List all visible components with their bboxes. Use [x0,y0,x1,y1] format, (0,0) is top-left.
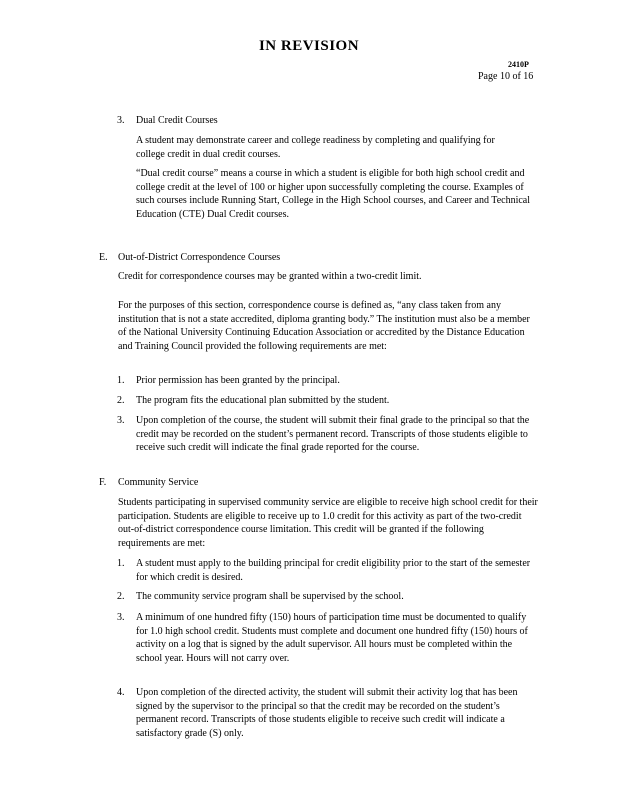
page-title: IN REVISION [258,38,360,54]
paragraph: “Dual credit course” means a course in which a student is eligible for both high school credit and college credit at the level of 100 or higher upon successfully completing the course. Examples of such courses include Running Start, College in the High School courses, and Career and Technical Education (CTE) Dual Credit courses. [136,168,531,220]
list-item-number: 4. [117,687,125,698]
list-item-number: 3. [117,415,125,426]
paragraph: For the purposes of this section, correspondence course is defined as, “any class taken from any institution that is not a state accredited, diploma granting body.” The institution must also be a member of the National University Continuing Education Association or accredited by the Distance Education and Training Council provided the following requirements are met: [118,300,530,352]
paragraph: Students participating in supervised community service are eligible to receive high school credit for their participation. Students are eligible to receive up to 1.0 credit for this activity as part of the two-credit out-of-district correspondence course limitation. This credit will be granted if the following requirements are met: [118,497,538,549]
paragraph: Credit for correspondence courses may be granted within a two-credit limit. [118,271,422,282]
list-item-number: 3. [117,612,125,623]
list-item-number: 2. [117,395,125,406]
paragraph: A student may demonstrate career and college readiness by completing and qualifying for college credit in dual credit courses. [136,135,495,160]
item-heading: Dual Credit Courses [136,115,218,126]
page-number: Page 10 of 16 [478,71,534,82]
list-item: Prior permission has been granted by the principal. [136,375,340,386]
list-item: Upon completion of the course, the student will submit their final grade to the principal so that the credit may be recorded on the student’s permanent record. Transcripts of those students eligible to receive such credit will indicate the final grade reported for the course. [136,415,530,454]
list-item-number: 2. [117,591,125,602]
section-heading: Out-of-District Correspondence Courses [118,252,281,263]
list-item-number: 1. [117,375,125,386]
list-item: The program fits the educational plan submitted by the student. [136,395,390,406]
list-item: Upon completion of the directed activity, the student will submit their activity log that has been signed by the supervisor to the principal so that the credit may be recorded on the student’s permanent record. Transcripts of those students eligible to receive such credit will indicate a satisfactory grade (S) only. [136,687,518,739]
policy-number: 2410P [508,60,529,69]
section-heading: Community Service [118,477,199,488]
list-item-number: 1. [117,558,125,569]
list-item: A minimum of one hundred fifty (150) hours of participation time must be documented to qualify for 1.0 high school credit. Students must complete and document one hundred fifty (150) hours of activity on a log that is signed by the adult supervisor. All hours must be completed within the school year. Hours will not carry over. [136,612,528,664]
section-letter: F. [99,477,107,488]
item-number: 3. [117,115,125,126]
list-item: A student must apply to the building principal for credit eligibility prior to the start of the semester for which credit is desired. [136,558,531,583]
list-item: The community service program shall be supervised by the school. [136,591,404,602]
section-letter: E. [99,252,108,263]
